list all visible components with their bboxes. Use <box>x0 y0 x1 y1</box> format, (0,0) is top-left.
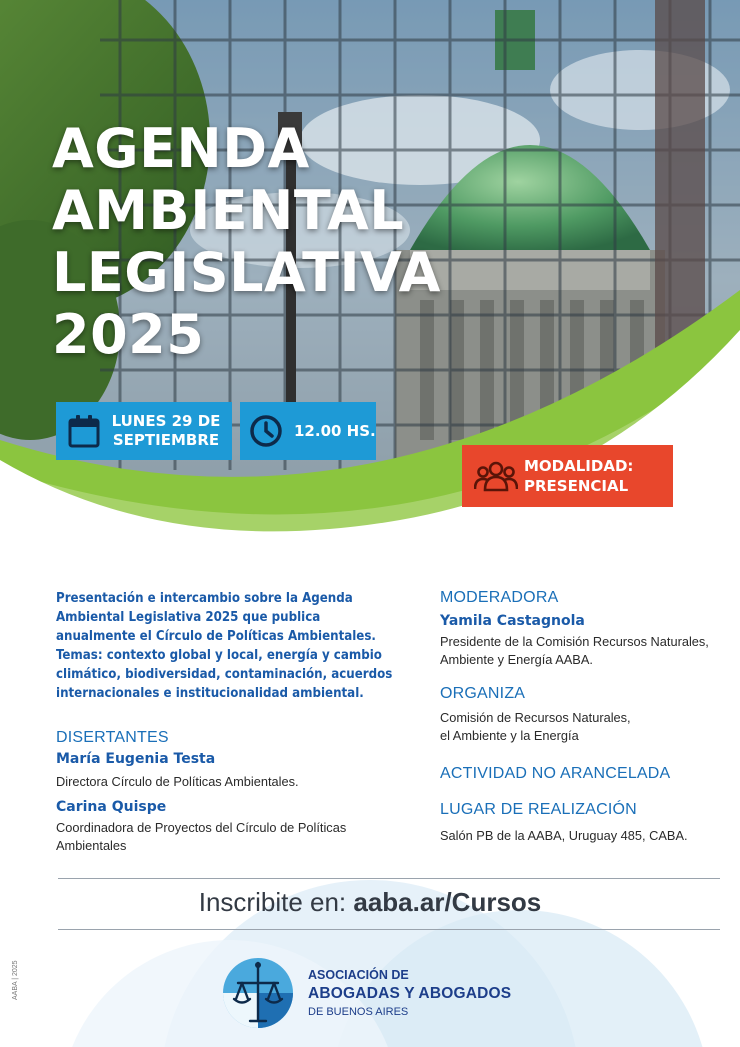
title-line: AMBIENTAL <box>52 179 405 242</box>
scales-of-justice-icon <box>222 957 294 1029</box>
speakers-heading: DISERTANTES <box>56 729 169 746</box>
event-description <box>56 589 396 703</box>
modality-line: MODALIDAD: <box>524 457 634 475</box>
signup-prefix: Inscribite en: <box>198 887 347 917</box>
organizer-heading: ORGANIZA <box>440 685 526 702</box>
moderator-heading: MODERADORA <box>440 589 559 606</box>
logo-line: ABOGADAS Y ABOGADOS <box>308 985 512 1002</box>
right-column <box>440 589 730 845</box>
speaker-item <box>56 799 396 855</box>
signup-link[interactable]: aaba.ar/Cursos <box>353 887 542 917</box>
speaker-role-line: Coordinadora de Proyectos del Círculo de Políticas <box>56 820 347 835</box>
modality-text <box>524 456 633 496</box>
calendar-icon <box>66 413 102 449</box>
title-line: LEGISLATIVA <box>52 241 441 304</box>
event-title <box>52 118 472 366</box>
organizer-line: Comisión de Recursos Naturales, <box>440 710 631 725</box>
speaker-item <box>56 751 396 791</box>
fee-heading: ACTIVIDAD NO ARANCELADA <box>440 765 671 782</box>
date-line: SEPTIEMBRE <box>112 431 220 449</box>
description-line: Temas: contexto global y local, energía y cambio <box>56 648 382 663</box>
clock-icon <box>248 413 284 449</box>
date-text <box>106 412 226 450</box>
organizer-line: el Ambiente y la Energía <box>440 728 579 743</box>
speaker-name: María Eugenia Testa <box>56 751 216 767</box>
moderator-name: Yamila Castagnola <box>440 613 585 629</box>
organizer-text <box>440 709 730 745</box>
description-line: climático, biodiversidad, contaminación, acuerdos <box>56 667 393 682</box>
signup-line <box>0 880 740 924</box>
logo-line: ASOCIACIÓN DE <box>308 968 409 982</box>
divider-bottom <box>58 929 720 930</box>
venue-heading: LUGAR DE REALIZACIÓN <box>440 801 637 818</box>
speaker-name: Carina Quispe <box>56 799 167 815</box>
people-group-icon <box>474 458 518 494</box>
description-line: Presentación e intercambio sobre la Agenda <box>56 591 353 606</box>
divider-top <box>58 878 720 879</box>
moderator-role <box>440 633 730 669</box>
speaker-role: Directora Círculo de Políticas Ambientales. <box>56 774 299 789</box>
time-text: 12.00 HS. <box>294 422 376 440</box>
moderator-role-line: Presidente de la Comisión Recursos Naturales, <box>440 634 709 649</box>
description-line: anualmente el Círculo de Políticas Ambientales. <box>56 629 376 644</box>
description-line: internacionales e institucionalidad ambiental. <box>56 686 364 701</box>
aaba-logo <box>222 957 522 1027</box>
title-line: 2025 <box>52 303 205 366</box>
title-line: AGENDA <box>52 117 310 180</box>
venue-address: Salón PB de la AABA, Uruguay 485, CABA. <box>440 828 688 843</box>
moderator-role-line: Ambiente y Energía AABA. <box>440 652 593 667</box>
logo-text <box>308 968 511 1018</box>
description-line: Ambiental Legislativa 2025 que publica <box>56 610 321 625</box>
time-badge <box>240 402 376 460</box>
date-line: LUNES 29 DE <box>111 412 221 430</box>
side-code: AABA | 2025 <box>12 960 19 1000</box>
modality-badge <box>462 445 673 507</box>
left-column <box>56 589 396 855</box>
modality-line: PRESENCIAL <box>524 477 629 495</box>
logo-line: DE BUENOS AIRES <box>308 1006 409 1018</box>
speaker-role-line: Ambientales <box>56 838 127 853</box>
speaker-role <box>56 819 396 855</box>
date-badge <box>56 402 232 460</box>
